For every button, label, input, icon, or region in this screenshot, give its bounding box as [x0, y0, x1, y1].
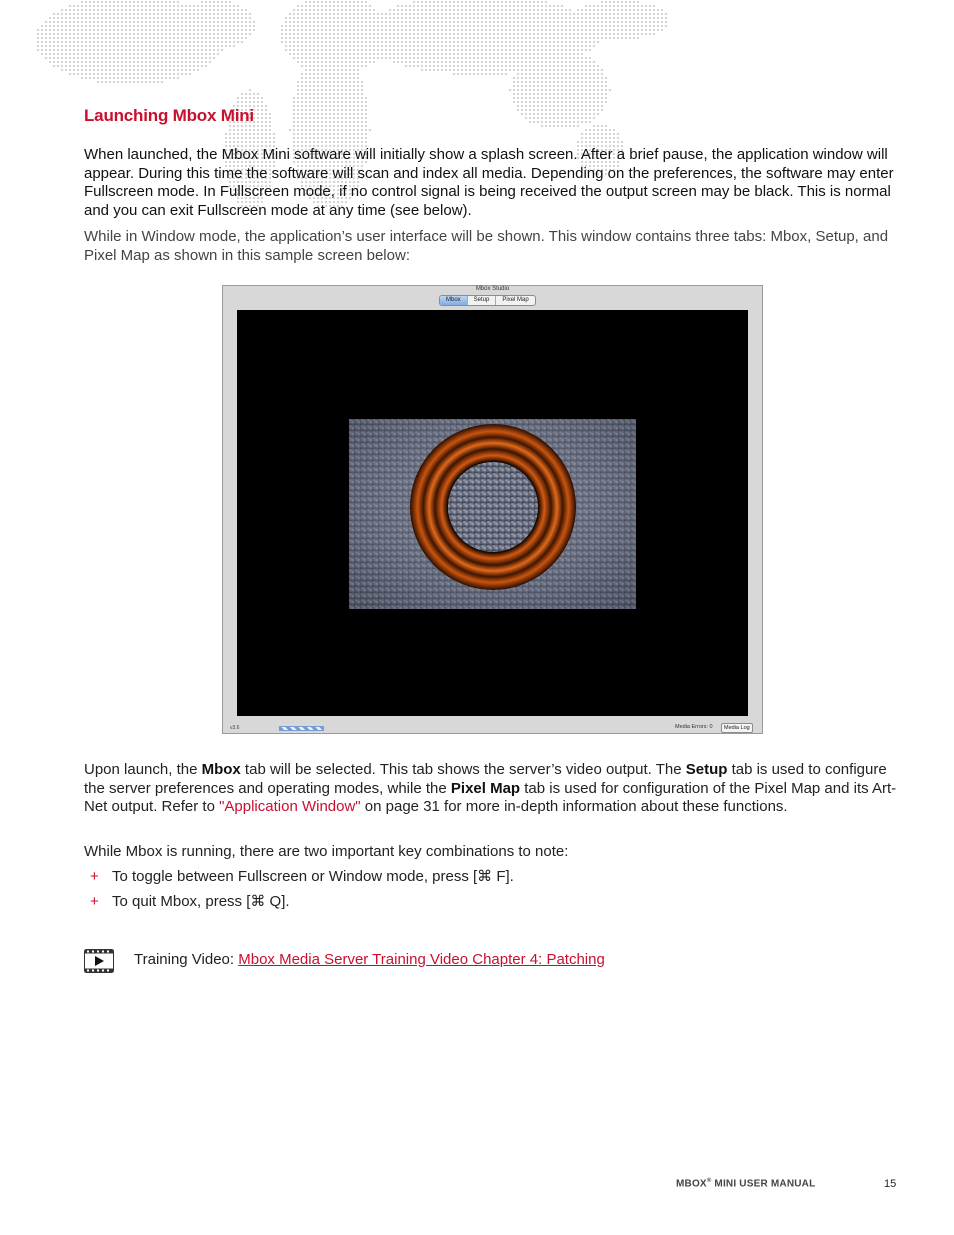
video-output-screen	[237, 310, 748, 716]
text-run: on page 31 for more in-depth information about these functions.	[360, 798, 788, 816]
app-window-screenshot	[222, 285, 763, 734]
footer-brand-name: MBOX	[676, 1178, 707, 1190]
application-window-link[interactable]: "Application Window"	[219, 798, 361, 816]
key-combo-list	[90, 868, 514, 918]
video-output-frame	[349, 419, 636, 609]
footer-brand-title: MINI USER MANUAL	[711, 1178, 816, 1190]
training-label: Training Video:	[134, 951, 239, 968]
progress-indicator	[279, 726, 324, 731]
list-item	[90, 893, 514, 918]
training-video-link[interactable]: Mbox Media Server Training Video Chapter 4: Patching	[238, 951, 605, 968]
version-label: v3.6	[230, 725, 240, 731]
tab-setup[interactable]: Setup	[468, 296, 497, 305]
tabs-description-paragraph	[84, 761, 899, 817]
plus-bullet-icon: +	[90, 868, 99, 885]
section-heading: Launching Mbox Mini	[84, 106, 254, 125]
text-run: tab is used for configuration of the Pixel Map and its Art-Net output. Refer to	[84, 779, 897, 816]
bullet-text: To toggle between Fullscreen or Window mode, press [⌘ F].	[112, 868, 514, 885]
text-run: tab will be selected. This tab shows the server’s video output. The	[240, 761, 686, 778]
page-number: 15	[884, 1178, 897, 1190]
bold-pixel-map: Pixel Map	[450, 779, 521, 797]
plus-bullet-icon: +	[90, 893, 99, 910]
tab-mbox[interactable]: Mbox	[440, 296, 468, 305]
list-item	[90, 868, 514, 893]
intro-paragraph: When launched, the Mbox Mini software will initially show a splash screen. After a brief pause, the application window will appear. During this time the software will scan and index all media. Depending on the preferences, the software may enter Fullscreen mode. In Fullscreen mode, if no control signal is being received the output screen may be black. This is normal and you can exit Fullscreen mode at any time (see below).	[84, 146, 894, 219]
media-errors-label: Media Errors: 0	[675, 724, 713, 730]
film-play-icon	[84, 949, 114, 973]
footer-brand	[676, 1178, 815, 1189]
bold-mbox: Mbox	[201, 761, 241, 778]
app-window-title: Mbox Studio	[475, 286, 510, 292]
registered-mark: ®	[706, 1178, 712, 1184]
text-run: Upon launch, the	[84, 761, 202, 778]
key-combos-intro: While Mbox is running, there are two important key combinations to note:	[84, 843, 569, 860]
tab-pixel-map[interactable]: Pixel Map	[502, 297, 529, 303]
media-log-button[interactable]: Media Log	[721, 723, 753, 733]
text-run: tab is used to configure the server preferences and operating modes, while the	[84, 761, 887, 797]
bold-setup: Setup	[685, 761, 728, 778]
training-video-row	[84, 949, 605, 973]
app-tab-bar	[439, 295, 536, 306]
training-video-text	[134, 951, 605, 968]
bullet-text: To quit Mbox, press [⌘ Q].	[112, 893, 290, 910]
window-mode-paragraph: While in Window mode, the application’s user interface will be shown. This window contains three tabs: Mbox, Setup, and Pixel Map as shown in this sample screen below:	[84, 228, 889, 264]
